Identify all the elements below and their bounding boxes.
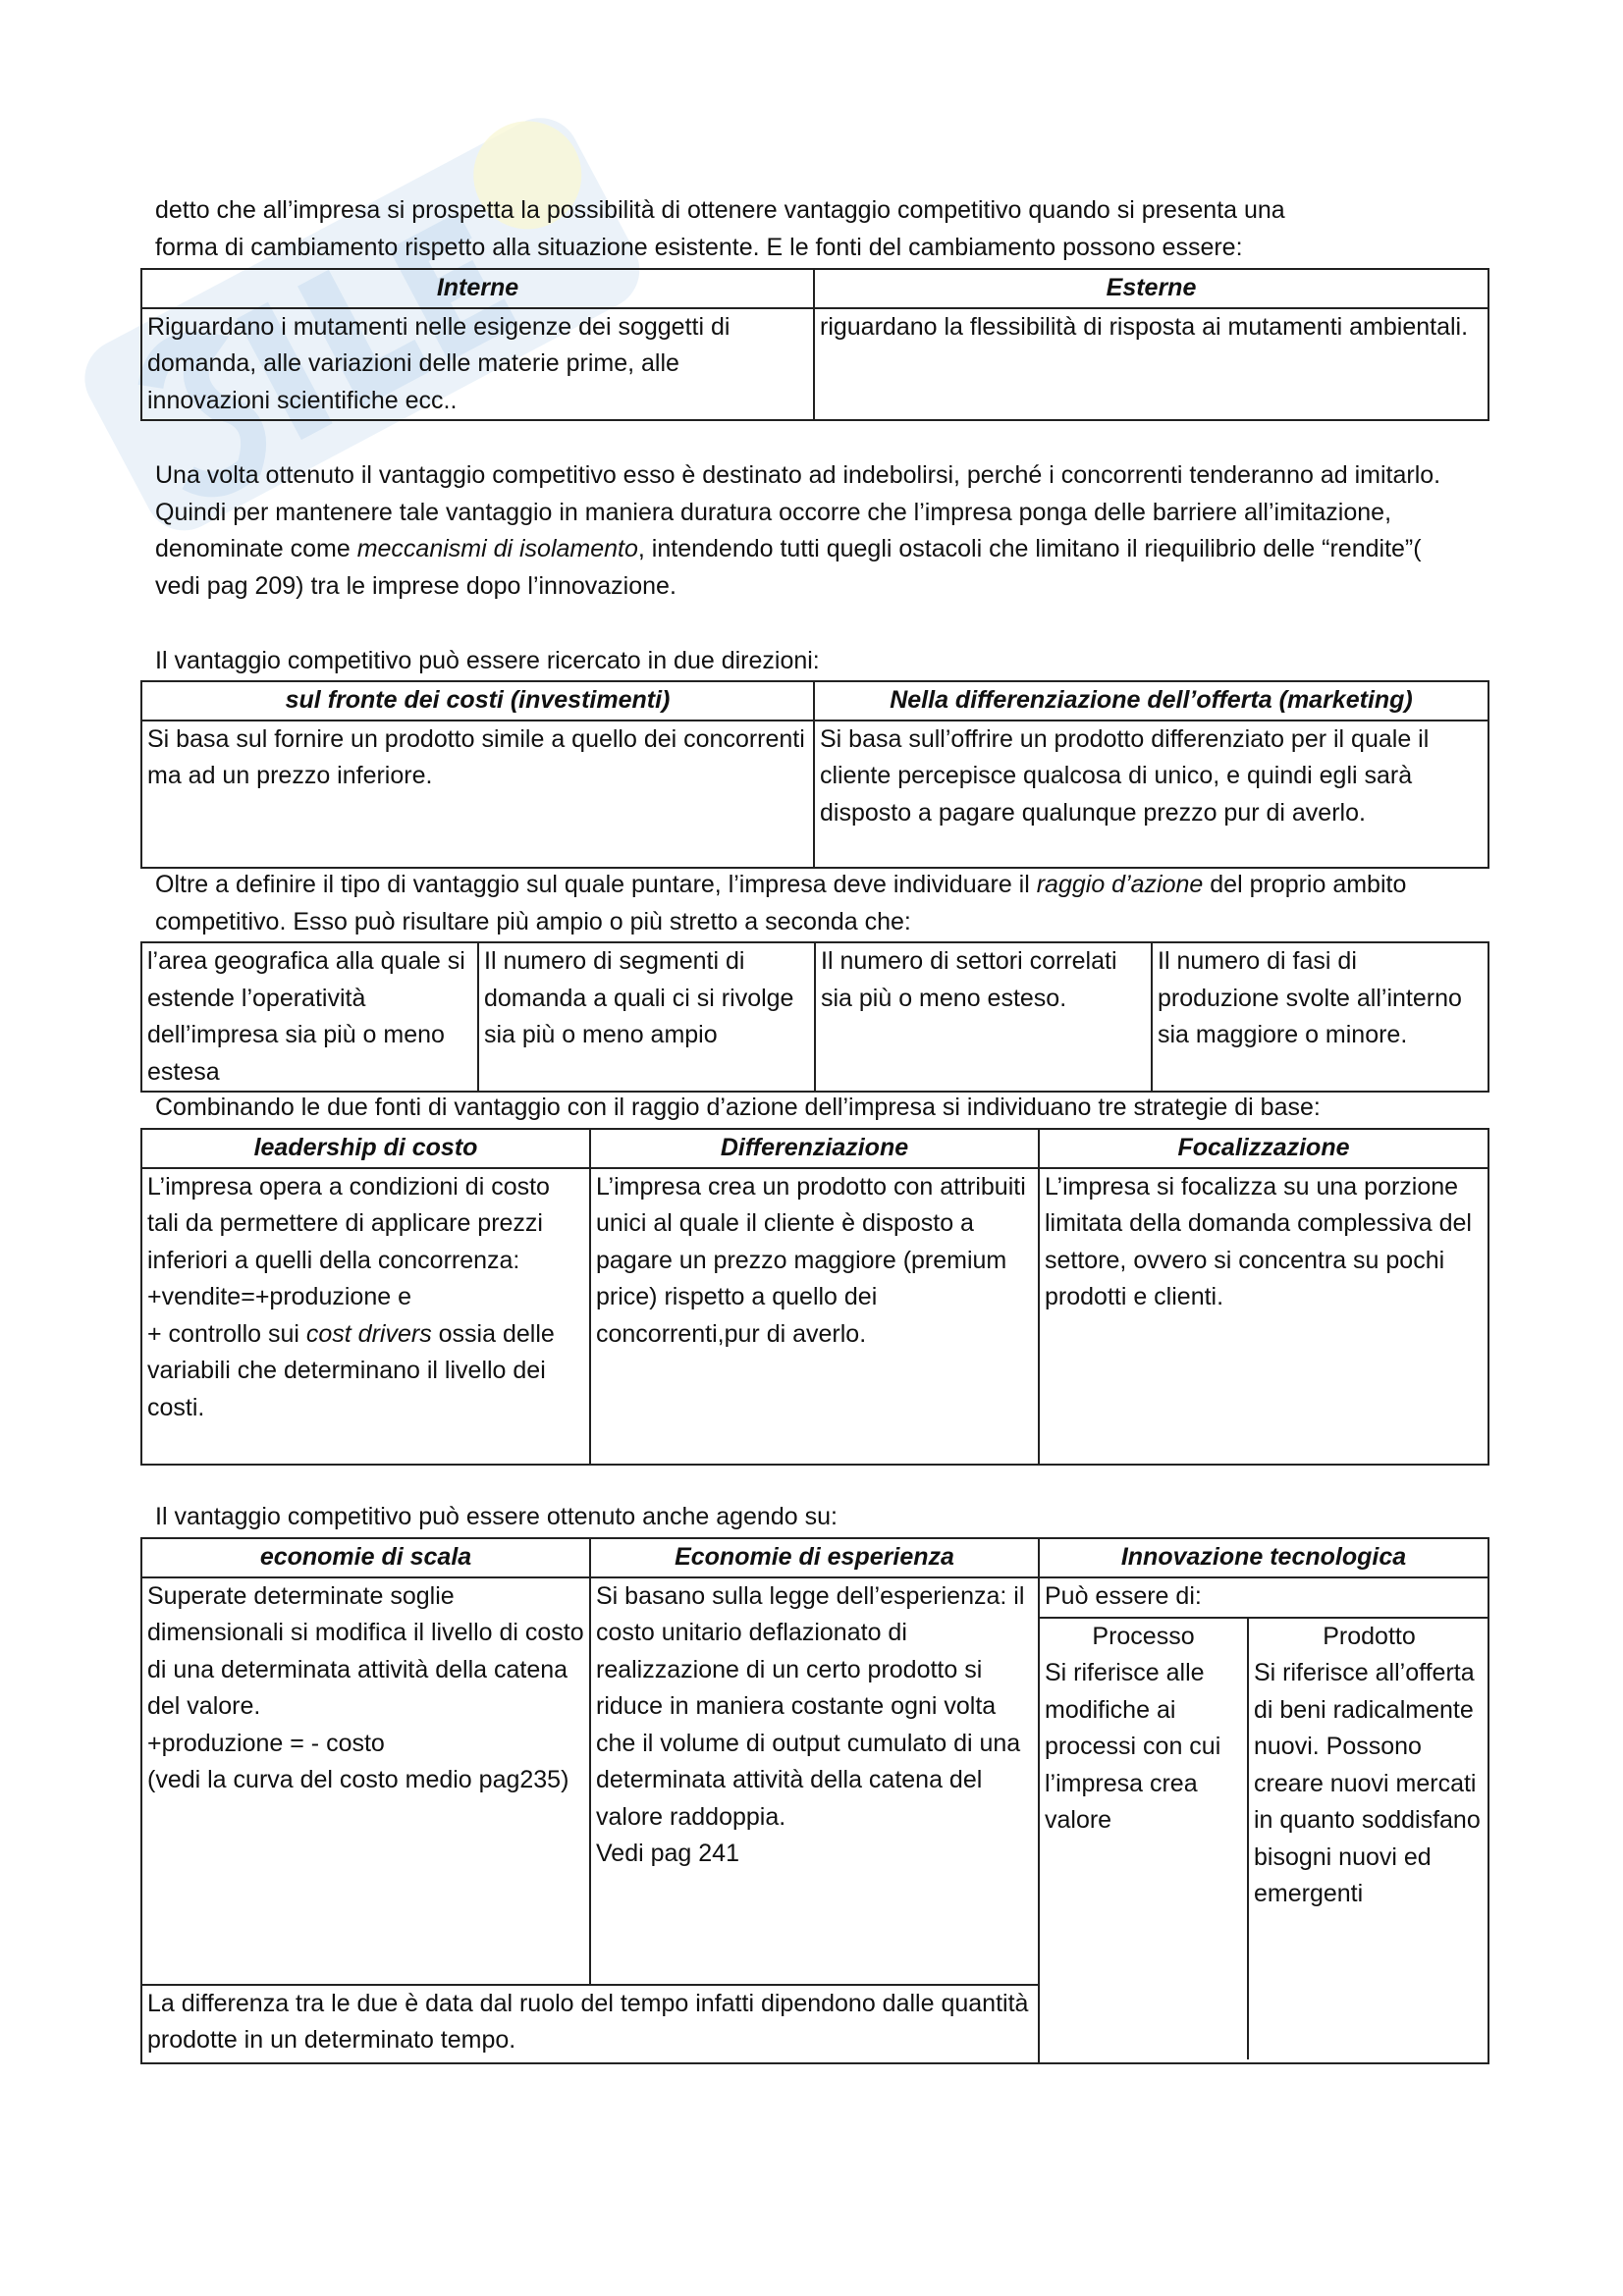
direzioni-table (140, 680, 1489, 869)
intro-line-1: detto che all’impresa si prospetta la possibilità di ottenere vantaggio competitivo quando si presenta una (155, 196, 1285, 224)
raggio-term: raggio d’azione (1036, 871, 1204, 898)
innovazione-prodotto (1248, 1618, 1489, 2059)
cell-innovazione (1039, 1577, 1488, 2063)
header-economie-scala: economie di scala (141, 1538, 590, 1577)
scala-text-2: +produzione = - costo (147, 1729, 385, 1757)
raggio-cell-segmenti: Il numero di segmenti di domanda a quali ci si rivolge sia più o meno ampio (478, 942, 815, 1092)
cell-esterne: riguardano la flessibilità di risposta ai mutamenti ambientali. (814, 308, 1488, 421)
cell-differenziazione: L’impresa crea un prodotto con attribuiti unici al quale il cliente è disposto a pagare un prezzo maggiore (premium price) rispetto a quello dei concorrenti,pur di averlo. (590, 1168, 1039, 1465)
header-focalizzazione: Focalizzazione (1039, 1129, 1488, 1168)
isolamento-text-1: Una volta ottenuto il vantaggio competitivo esso è destinato ad indebolirsi, perché i concorrenti tenderanno ad imitarlo. Quindi per mantenere tale vantaggio in maniera duratura occorre che l’impresa ponga delle barriere all’imitazione, denominate come (155, 461, 1441, 562)
processo-text: Si riferisce alle modifiche ai processi con cui l’impresa crea valore (1045, 1659, 1221, 1834)
header-innovazione: Innovazione tecnologica (1039, 1538, 1488, 1577)
scala-text-3: (vedi la curva del costo medio pag235) (147, 1766, 569, 1793)
innovazione-processo (1040, 1618, 1248, 2059)
cell-economie-esperienza (590, 1577, 1039, 1985)
raggio-cell-fasi: Il numero di fasi di produzione svolte all’interno sia maggiore o minore. (1152, 942, 1488, 1092)
isolamento-paragraph (155, 457, 1471, 605)
esperienza-text-2: Vedi pag 241 (596, 1840, 739, 1867)
leadership-text-2: +vendite=+produzione e (147, 1283, 411, 1310)
isolamento-term: meccanismi di isolamento (356, 535, 638, 562)
economie-table (140, 1537, 1489, 2064)
processo-title: Processo (1092, 1622, 1195, 1650)
isolamento-text-2: , intendendo tutti quegli ostacoli che limitano il riequilibrio delle “rendite”( vedi pag 209) tra le imprese dopo l’innovazione. (155, 535, 1422, 600)
strategie-intro: Combinando le due fonti di vantaggio con il raggio d’azione dell’impresa si individuano tre strategie di base: (155, 1094, 1321, 1121)
innovazione-subtable (1040, 1617, 1489, 2059)
header-esterne: Esterne (814, 269, 1488, 308)
scala-text-1: Superate determinate soglie dimensionali si modifica il livello di costo di una determinata attività della catena del valore. (147, 1581, 584, 1720)
leadership-text-4: ossia delle variabili che determinano il livello dei costi. (147, 1319, 555, 1421)
economie-intro: Il vantaggio competitivo può essere ottenuto anche agendo su: (155, 1503, 838, 1530)
raggio-cell-settori: Il numero di settori correlati sia più o meno esteso. (815, 942, 1152, 1092)
prodotto-title: Prodotto (1323, 1622, 1416, 1650)
raggio-paragraph (155, 867, 1471, 940)
prodotto-text: Si riferisce all’offerta di beni radicalmente nuovi. Possono creare nuovi mercati in quanto soddisfano bisogni nuovi ed emergenti (1254, 1659, 1481, 1907)
innovazione-intro: Può essere di: (1045, 1581, 1202, 1610)
cell-interne: Riguardano i mutamenti nelle esigenze dei soggetti di domanda, alle variazioni delle materie prime, alle innovazioni scientifiche ecc.. (141, 308, 814, 421)
raggio-text-2: del proprio ambito competitivo. Esso può risultare più ampio o più stretto a seconda che: (155, 871, 1407, 935)
header-leadership-costo: leadership di costo (141, 1129, 590, 1168)
intro-line-2: forma di cambiamento rispetto alla situazione esistente. E le fonti del cambiamento possono essere: (155, 234, 1243, 261)
cell-costi: Si basa sul fornire un prodotto simile a quello dei concorrenti ma ad un prezzo inferiore. (141, 721, 814, 868)
cell-leadership-costo (141, 1168, 590, 1465)
esperienza-text-1: Si basano sulla legge dell’esperienza: il costo unitario deflazionato di realizzazione di un certo prodotto si riduce in maniera costante ogni volta che il volume di output cumulato di una determinata attività della catena del valore raddoppia. (596, 1581, 1025, 1831)
cell-differenziazione-offerta: Si basa sull’offrire un prodotto differenziato per il quale il cliente percepisce qualcosa di unico, e quindi egli sarà disposto a pagare qualunque prezzo pur di averlo. (814, 721, 1488, 868)
leadership-text-3: + controllo sui (147, 1319, 306, 1348)
raggio-table (140, 941, 1489, 1093)
header-differenziazione-offerta: Nella differenziazione dell’offerta (marketing) (814, 681, 1488, 721)
raggio-cell-area: l’area geografica alla quale si estende l’operatività dell’impresa sia più o meno estesa (141, 942, 478, 1092)
header-interne: Interne (141, 269, 814, 308)
cell-economie-scala (141, 1577, 590, 1985)
raggio-text-1: Oltre a definire il tipo di vantaggio sul quale puntare, l’impresa deve individuare il (155, 871, 1037, 898)
leadership-text-1: L’impresa opera a condizioni di costo tali da permettere di applicare prezzi inferiori a quelli della concorrenza: (147, 1172, 550, 1274)
cell-differenza: La differenza tra le due è data dal ruolo del tempo infatti dipendono dalle quantità prodotte in un determinato tempo. (141, 1985, 1039, 2063)
cost-drivers-term: cost drivers (305, 1319, 432, 1348)
header-differenziazione: Differenziazione (590, 1129, 1039, 1168)
header-costi: sul fronte dei costi (investimenti) (141, 681, 814, 721)
strategie-table (140, 1128, 1489, 1466)
direzioni-intro: Il vantaggio competitivo può essere ricercato in due direzioni: (155, 647, 820, 674)
header-economie-esperienza: Economie di esperienza (590, 1538, 1039, 1577)
fonti-table (140, 268, 1489, 421)
cell-focalizzazione: L’impresa si focalizza su una porzione limitata della domanda complessiva del settore, ovvero si concentra su pochi prodotti e clienti. (1039, 1168, 1488, 1465)
